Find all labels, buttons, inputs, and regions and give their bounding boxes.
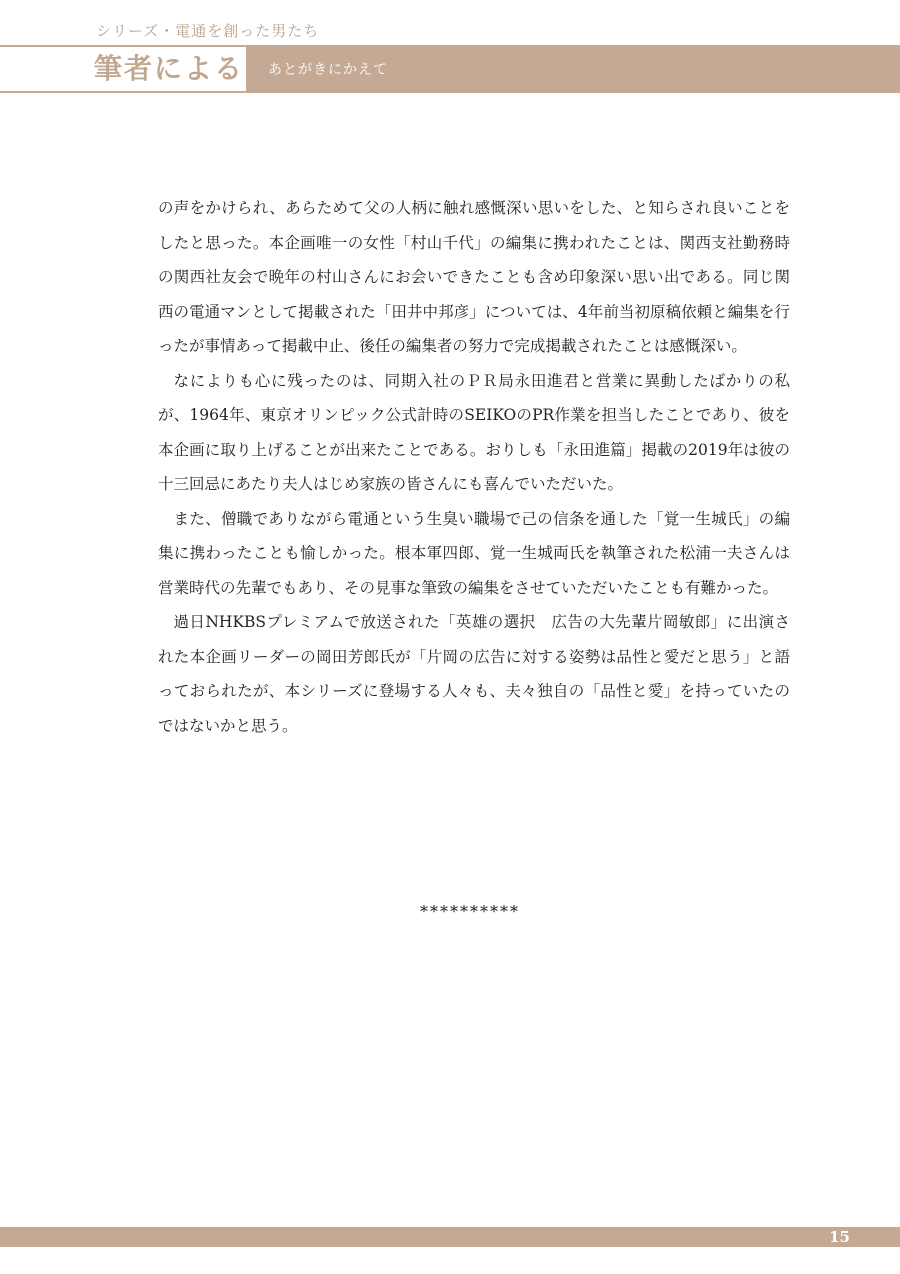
header-subtitle-bar bbox=[246, 47, 900, 91]
page-number: 15 bbox=[829, 1228, 850, 1246]
paragraph: また、僧職でありながら電通という生臭い職場で己の信条を通した「覚一生城氏」の編集に携わったことも愉しかった。根本軍四郎、覚一生城両氏を執筆された松浦一夫さんは営業時代の先輩でもあり、その見事な筆致の編集をさせていただいたことも有難かった。 bbox=[158, 509, 790, 597]
footer-bar bbox=[0, 1227, 900, 1247]
header-band bbox=[0, 47, 900, 91]
page-title: 筆者による bbox=[94, 52, 245, 85]
paragraph: なによりも心に残ったのは、同期入社のＰＲ局永田進君と営業に異動したばかりの私が、1964年、東京オリンピック公式計時のSEIKOのPR作業を担当したことであり、彼を本企画に取り上げることが出来たことである。おりしも「永田進篇」掲載の2019年は彼の十三回忌にあたり夫人はじめ家族の皆さんにも喜んでいただいた。 bbox=[158, 371, 790, 493]
page-subtitle: あとがきにかえて bbox=[268, 62, 388, 78]
header-divider bbox=[0, 91, 900, 93]
series-title: シリーズ・電通を創った男たち bbox=[96, 22, 320, 40]
paragraph: の声をかけられ、あらためて父の人柄に触れ感慨深い思いをした、と知らされ良いことをしたと思った。本企画唯一の女性「村山千代」の編集に携われたことは、関西支社勤務時の関西社友会で晩年の村山さんにお会いできたことも含め印象深い思い出である。同じ関西の電通マンとして掲載された「田井中邦彦」については、4年前当初原稿依頼と編集を行ったが事情あって掲載中止、後任の編集者の努力で完成掲載されたことは感慨深い。 bbox=[158, 199, 790, 355]
article-body bbox=[158, 191, 790, 743]
header-title-area bbox=[0, 47, 246, 91]
paragraph: 過日NHKBSプレミアムで放送された「英雄の選択 広告の大先輩片岡敏郎」に出演された本企画リーダーの岡田芳郎氏が「片岡の広告に対する姿勢は品性と愛だと思う」と語っておられたが、本シリーズに登場する人々も、夫々独自の「品性と愛」を持っていたのではないかと思う。 bbox=[158, 613, 790, 735]
section-separator: ********** bbox=[420, 902, 520, 921]
